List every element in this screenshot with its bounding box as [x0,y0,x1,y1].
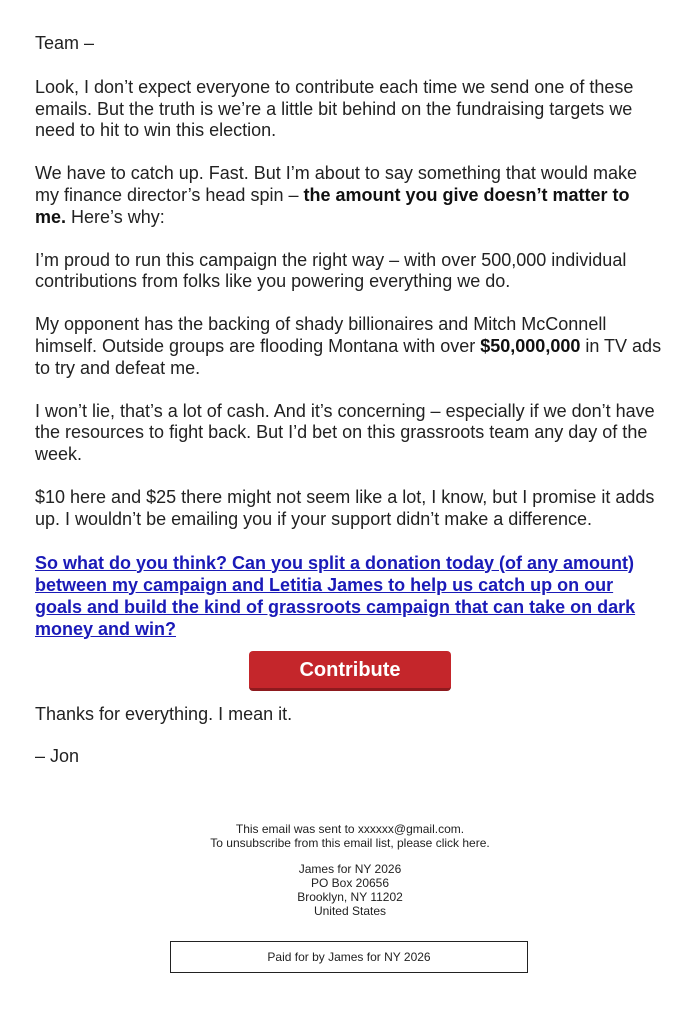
paragraph-2 [35,163,665,228]
paragraph-5: I won’t lie, that’s a lot of cash. And it’s concerning – especially if we don’t have the resources to fight back. But I’d bet on this grassroots team any day of the week. [35,400,655,465]
unsubscribe-line [0,836,700,850]
recipient-email: xxxxxx@gmail.com [357,822,461,836]
sent-to-line [0,822,700,836]
address-line: James for NY 2026 [298,862,402,876]
paragraph-4-end: in TV ads to try and defeat me. [35,335,662,378]
donation-ask-link[interactable]: So what do you think? Can you split a donation today (of any amount) between my campaign and Letitia James to help us catch up on our goals and build the kind of grassroots campaign that can take on dark money and win? [35,552,636,639]
greeting: Team – [35,33,95,53]
paragraph-2-bold: the amount you give doesn’t matter to me. [35,184,630,227]
contribute-button-wrap [35,651,665,691]
unsubscribe-prefix: To unsubscribe from this email list, please [210,836,436,850]
footer [0,822,700,918]
paragraph-2-end: Here’s why: [66,206,165,227]
paragraph-3: I’m proud to run this campaign the right way – with over 500,000 individual contributions from folks like you powering everything we do. [35,249,627,292]
sent-to-suffix: . [460,822,465,836]
paid-for-disclaimer: Paid for by James for NY 2026 [170,941,528,973]
contribute-button[interactable]: Contribute [249,651,451,691]
address-line: Brooklyn, NY 11202 [297,890,403,904]
paragraph-2-start: We have to catch up. Fast. But I’m about to say something that would make my finance director’s head spin – [35,163,637,205]
closing-line: Thanks for everything. I mean it. [35,703,293,724]
paragraph-4 [35,314,665,379]
paragraph-1: Look, I don’t expect everyone to contribute each time we send one of these emails. But the truth is we’re a little bit behind on the fundraising targets we need to hit to win this election. [35,76,634,141]
address-line: United States [313,904,387,918]
paragraph-4-start: My opponent has the backing of shady billionaires and Mitch McConnell himself. Outside groups are flooding Montana with over [35,314,607,356]
paragraph-6: $10 here and $25 there might not seem like a lot, I know, but I promise it adds up. I wouldn’t be emailing you if your support didn’t make a difference. [35,486,655,529]
paragraph-4-bold: $50,000,000 [480,335,581,356]
unsubscribe-link[interactable]: click here [435,836,487,850]
sent-to-prefix: This email was sent to [235,822,358,836]
signoff: – Jon [35,746,80,767]
unsubscribe-suffix: . [486,836,490,850]
mailing-address [0,862,700,918]
address-line: PO Box 20656 [310,876,390,890]
